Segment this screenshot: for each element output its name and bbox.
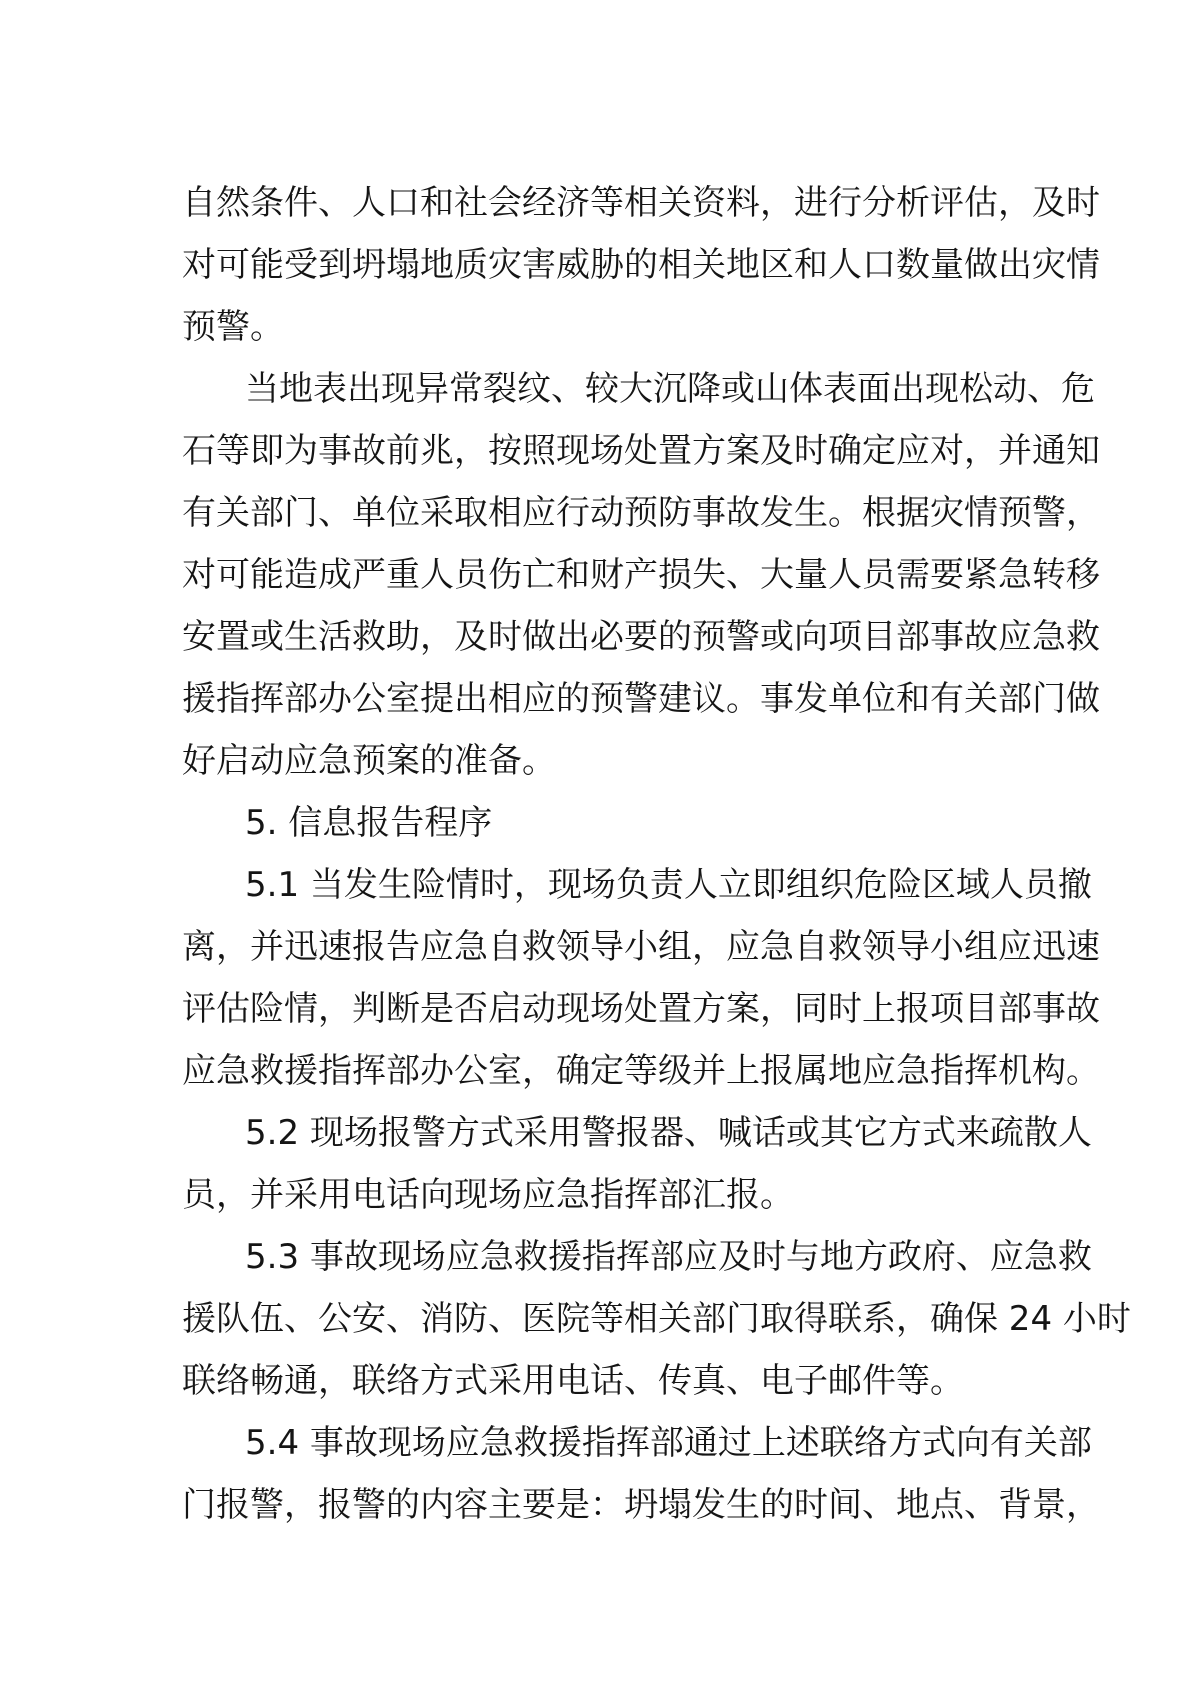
paragraph-disaster-warning-continued xyxy=(182,172,1100,358)
text-line: 门报警，报警的内容主要是：坍塌发生的时间、地点、背景， xyxy=(182,1485,1100,1525)
section-heading: 5. 信息报告程序 xyxy=(245,803,493,843)
text-line: 自然条件、人口和社会经济等相关资料，进行分析评估，及时 xyxy=(182,183,1100,223)
text-line: 有关部门、单位采取相应行动预防事故发生。根据灾情预警， xyxy=(182,493,1100,533)
text-line: 对可能造成严重人员伤亡和财产损失、大量人员需要紧急转移 xyxy=(182,555,1100,595)
paragraph-5-4 xyxy=(182,1412,1100,1536)
text-line: 预警。 xyxy=(182,307,284,347)
text-line: 当地表出现异常裂纹、较大沉降或山体表面出现松动、危 xyxy=(245,369,1095,409)
paragraph-accident-precursor xyxy=(182,358,1100,792)
document-body xyxy=(182,172,1131,1536)
text-line: 好启动应急预案的准备。 xyxy=(182,741,556,781)
text-line: 应急救援指挥部办公室，确定等级并上报属地应急指挥机构。 xyxy=(182,1051,1100,1091)
text-line: 援队伍、公安、消防、医院等相关部门取得联系，确保 24 小时 xyxy=(182,1299,1131,1339)
paragraph-5-1 xyxy=(182,854,1100,1102)
text-line: 联络畅通，联络方式采用电话、传真、电子邮件等。 xyxy=(182,1361,964,1401)
text-line: 5.2 现场报警方式采用警报器、喊话或其它方式来疏散人 xyxy=(245,1113,1092,1153)
text-line: 评估险情，判断是否启动现场处置方案，同时上报项目部事故 xyxy=(182,989,1100,1029)
text-line: 离，并迅速报告应急自救领导小组，应急自救领导小组应迅速 xyxy=(182,927,1100,967)
section-heading-information-reporting xyxy=(182,792,1022,854)
text-line: 5.4 事故现场应急救援指挥部通过上述联络方式向有关部 xyxy=(245,1423,1092,1463)
text-line: 5.1 当发生险情时，现场负责人立即组织危险区域人员撤 xyxy=(245,865,1092,905)
text-line: 员，并采用电话向现场应急指挥部汇报。 xyxy=(182,1175,794,1215)
paragraph-5-3 xyxy=(182,1226,1131,1412)
text-line: 5.3 事故现场应急救援指挥部应及时与地方政府、应急救 xyxy=(245,1237,1092,1277)
text-line: 石等即为事故前兆，按照现场处置方案及时确定应对，并通知 xyxy=(182,431,1100,471)
text-line: 对可能受到坍塌地质灾害威胁的相关地区和人口数量做出灾情 xyxy=(182,245,1100,285)
paragraph-5-2 xyxy=(182,1102,1092,1226)
text-line: 援指挥部办公室提出相应的预警建议。事发单位和有关部门做 xyxy=(182,679,1100,719)
text-line: 安置或生活救助，及时做出必要的预警或向项目部事故应急救 xyxy=(182,617,1100,657)
